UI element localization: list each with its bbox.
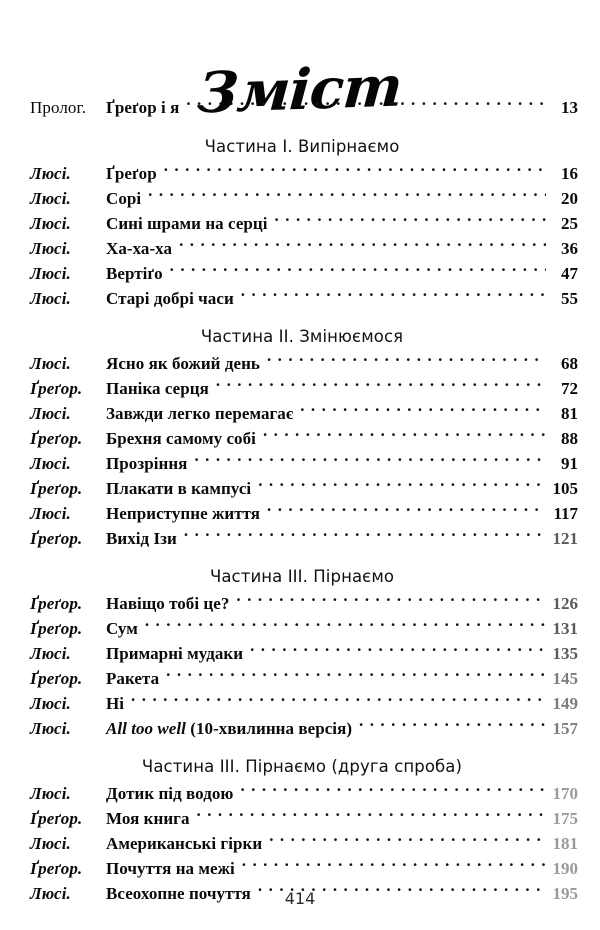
toc-row[interactable] [30,287,578,312]
toc-parts-host [30,137,578,907]
toc-speaker: Ґреґор. [30,668,83,688]
toc-speaker: Ґреґор. [30,618,83,638]
toc-page-number: 126 [552,593,578,613]
part-heading: Частина I. Випірнаємо [204,136,400,156]
toc-row[interactable] [30,832,578,857]
dot-leader [170,262,546,279]
toc-entry-title: Дотик під водою [106,783,234,803]
toc-row[interactable] [30,427,578,452]
toc-speaker: Люсі. [30,643,71,663]
toc-page-number: 195 [552,883,578,903]
toc-row[interactable] [30,237,578,262]
dot-leader [166,667,546,684]
toc-entry-title: Неприступне життя [106,503,261,523]
toc-speaker: Ґреґор. [30,428,83,448]
dot-leader [242,857,546,874]
toc-row[interactable] [30,262,578,287]
toc-entry-title: Моя книга [106,808,190,828]
toc-page-number: 175 [552,808,578,828]
dot-leader [197,807,547,824]
toc-row[interactable] [30,352,578,377]
part-heading: Частина III. Пірнаємо [209,566,395,586]
toc-entry-title: Паніка серця [106,378,209,398]
toc-entry-title: Вихід Ізи [106,528,177,548]
toc-entry-title-rest: (10-хвилинна версія) [185,718,353,738]
toc-row[interactable] [30,692,578,717]
toc-speaker: Люсі. [30,403,71,423]
toc-speaker: Ґреґор. [30,808,83,828]
toc-entry-title: Ні [106,693,125,713]
toc-entry-title: Старі добрі часи [106,288,234,308]
dot-leader [216,377,546,394]
dot-leader [300,402,546,419]
toc-speaker: Ґреґор. [30,593,83,613]
dot-leader [269,832,546,849]
toc-page-number: 105 [552,478,578,498]
toc-speaker: Люсі. [30,453,71,473]
toc-row[interactable] [30,377,578,402]
part-heading: Частина III. Пірнаємо (друга спроба) [141,756,463,776]
toc-entry-title: Вертіґо [106,263,163,283]
dot-leader [359,717,546,734]
toc-page-number: 88 [561,428,578,448]
toc-speaker: Люсі. [30,353,71,373]
toc-speaker: Люсі. [30,238,71,258]
toc-page-number: 145 [552,668,578,688]
toc-row[interactable] [30,642,578,667]
toc-entry-title: Сорі [106,188,142,208]
toc-page-number: 16 [561,163,578,183]
toc-speaker: Люсі. [30,288,71,308]
toc-entry-title: Сум [106,618,138,638]
toc-page-number: 25 [561,213,578,233]
dot-leader [131,692,546,709]
toc-entry-title: Брехня самому собі [106,428,256,448]
toc-speaker: Люсі. [30,693,71,713]
toc-page-number: 13 [561,98,578,117]
toc-row[interactable] [30,717,578,742]
toc-row[interactable] [30,477,578,502]
toc-page-number: 68 [561,353,578,373]
dot-leader [145,617,546,634]
toc-row[interactable] [30,527,578,552]
toc-entry-title: Плакати в кампусі [106,478,252,498]
toc-speaker: Люсі. [30,503,71,523]
toc-page-number: 170 [552,783,578,803]
toc-entry-title: Всеохопне почуття [106,883,251,903]
toc-entry-title: Ґреґор і я [106,98,180,117]
table-of-contents [0,96,600,907]
toc-row[interactable] [30,617,578,642]
toc-speaker: Люсі. [30,833,71,853]
toc-entry-title: Завжди легко перемагає [106,403,294,423]
dot-leader [184,527,546,544]
toc-speaker: Люсі. [30,718,71,738]
toc-page-number: 36 [561,238,578,258]
dot-leader [275,212,546,229]
toc-entry-title: Примарні мудаки [106,643,244,663]
toc-entry-title: Сині шрами на серці [106,213,268,233]
toc-page-number: 121 [552,528,578,548]
toc-row[interactable] [30,402,578,427]
dot-leader [194,452,546,469]
toc-row[interactable] [30,667,578,692]
dot-leader [164,162,546,179]
toc-page-number: 91 [561,453,578,473]
toc-row[interactable] [30,807,578,832]
toc-speaker: Люсі. [30,883,71,903]
toc-speaker: Люсі. [30,213,71,233]
toc-page-number: 81 [561,403,578,423]
toc-speaker: Ґреґор. [30,858,83,878]
dot-leader [186,96,546,113]
toc-page-number: 20 [561,188,578,208]
toc-speaker: Пролог. [30,98,87,117]
toc-speaker: Ґреґор. [30,478,83,498]
toc-row[interactable] [30,212,578,237]
part-heading: Частина II. Змінюємося [200,326,404,346]
toc-speaker: Ґреґор. [30,378,83,398]
toc-row[interactable] [30,187,578,212]
toc-row[interactable] [30,592,578,617]
toc-speaker: Люсі. [30,783,71,803]
page-title: Зміст [195,53,405,127]
toc-entry-title: Прозріння [106,453,188,473]
folio-page-number: 414 [284,889,316,908]
toc-speaker: Ґреґор. [30,528,83,548]
dot-leader [263,427,546,444]
toc-row[interactable] [30,782,578,807]
toc-row[interactable] [30,162,578,187]
toc-row[interactable] [30,452,578,477]
toc-row[interactable] [30,502,578,527]
dot-leader [179,237,546,254]
toc-page-number: 47 [561,263,578,283]
toc-entry-title [106,717,357,742]
toc-entry-title: Ха-ха-ха [106,238,173,258]
toc-page-number: 149 [552,693,578,713]
toc-page-number: 190 [552,858,578,878]
toc-entry-title: Ґреґор [106,163,157,183]
toc-page-number: 55 [561,288,578,308]
toc-entry-title-italic: All too well [106,718,186,738]
toc-row[interactable] [30,857,578,882]
toc-page-number: 131 [552,618,578,638]
toc-page-number: 72 [561,378,578,398]
dot-leader [250,642,546,659]
toc-speaker: Люсі. [30,188,71,208]
toc-entry-title: Почуття на межі [106,858,235,878]
toc-page-number: 135 [552,643,578,663]
dot-leader [148,187,546,204]
dot-leader [267,502,546,519]
toc-entry-title: Ракета [106,668,160,688]
toc-entry-title: Ясно як божий день [106,353,260,373]
toc-speaker: Люсі. [30,163,71,183]
toc-entry-title: Навіщо тобі це? [106,593,230,613]
dot-leader [240,782,546,799]
dot-leader [267,352,546,369]
toc-page-number: 117 [553,503,578,523]
toc-page-number: 181 [552,833,578,853]
toc-page-number: 157 [552,718,578,738]
dot-leader [258,477,546,494]
dot-leader [241,287,546,304]
toc-entry-title: Американські гірки [106,833,263,853]
dot-leader [236,592,546,609]
toc-speaker: Люсі. [30,263,71,283]
